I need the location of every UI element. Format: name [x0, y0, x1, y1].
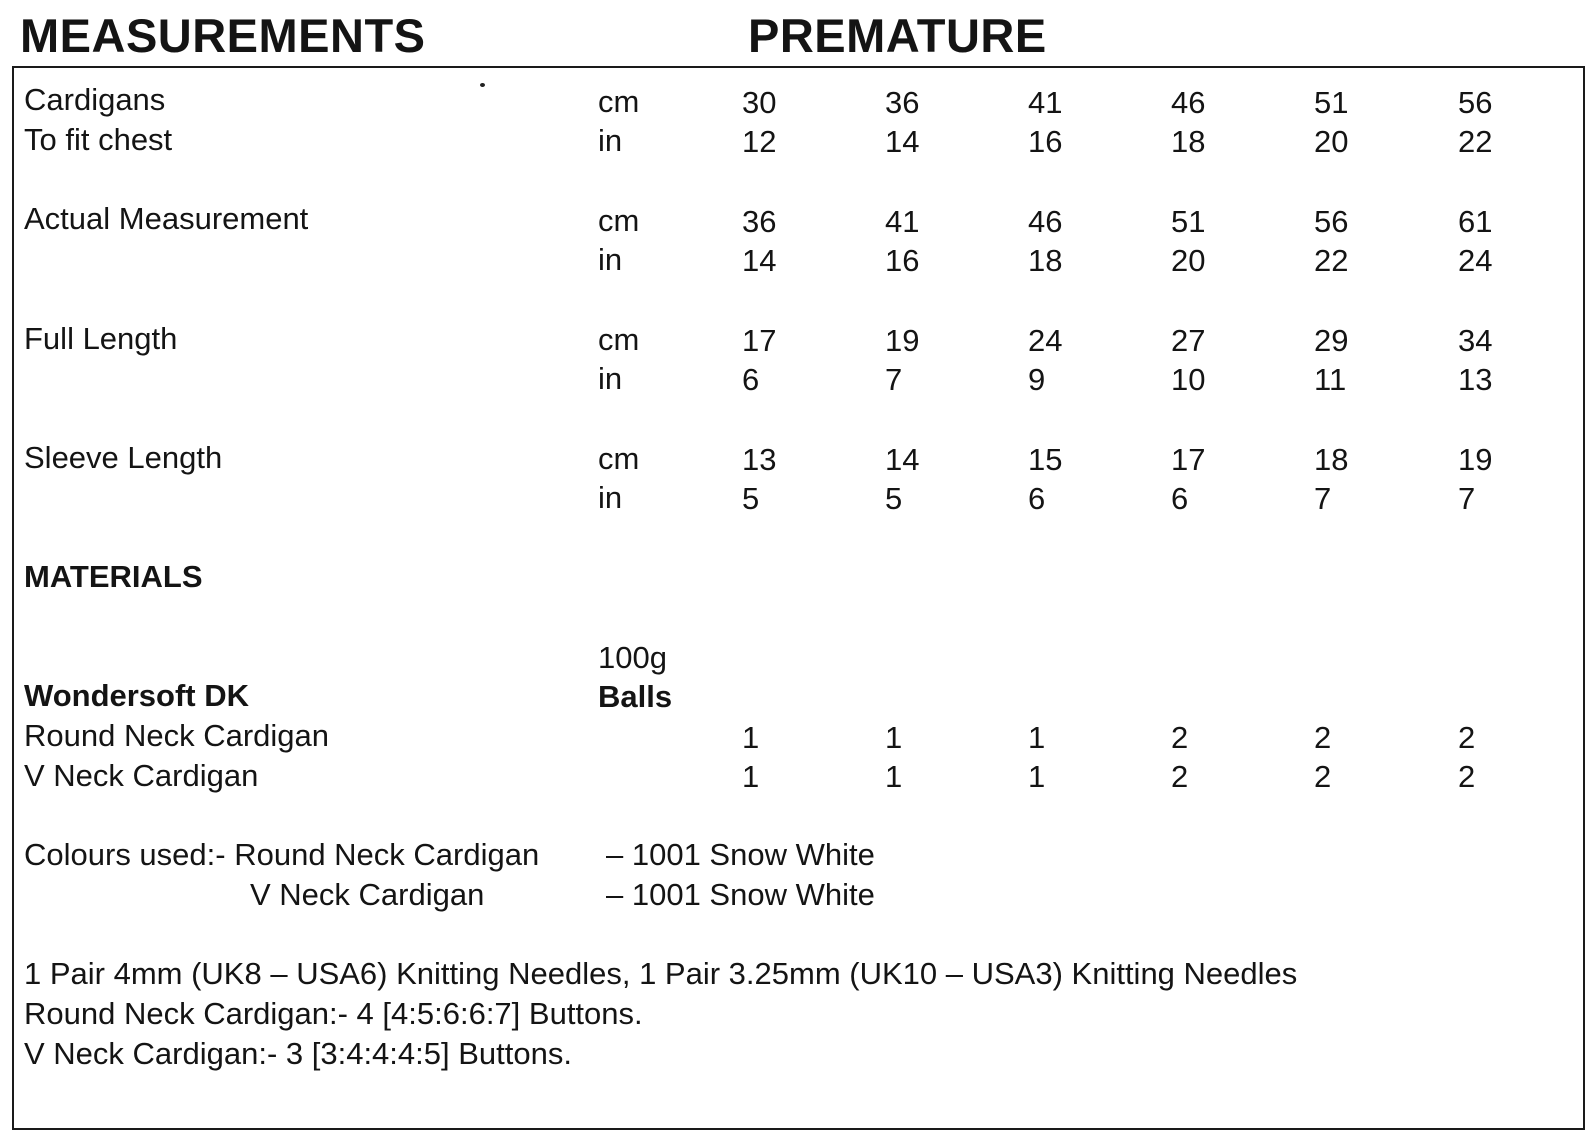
ball-count: 2	[1458, 720, 1476, 755]
size-value: 36	[742, 204, 777, 239]
size-value: 56	[1314, 204, 1349, 239]
size-value: 46	[1171, 85, 1206, 120]
size-value: 27	[1171, 323, 1206, 358]
size-value: 24	[1458, 243, 1493, 278]
size-value: 19	[885, 323, 920, 358]
size-value: 5	[742, 481, 760, 516]
size-value: 41	[1028, 85, 1063, 120]
unit-label: cm	[598, 441, 640, 476]
size-value: 17	[742, 323, 777, 358]
unit-label: cm	[598, 84, 640, 119]
ball-count: 1	[742, 759, 760, 794]
size-range-title: PREMATURE	[748, 9, 1047, 62]
row-label-cardigans: Cardigans	[24, 82, 166, 117]
needles-note: 1 Pair 4mm (UK8 – USA6) Knitting Needles, 1 Pair 3.25mm (UK10 – USA3) Knitting Needles	[24, 956, 1298, 991]
row-label-to-fit-chest: To fit chest	[24, 122, 173, 157]
ball-count: 2	[1314, 720, 1332, 755]
size-value: 51	[1171, 204, 1206, 239]
ball-count: 1	[742, 720, 760, 755]
size-value: 18	[1171, 124, 1206, 159]
size-value: 34	[1458, 323, 1493, 358]
colours-line-1-prefix: Colours used:- Round Neck Cardigan	[24, 837, 540, 872]
size-value: 20	[1314, 124, 1349, 159]
size-value: 22	[1314, 243, 1349, 278]
size-value: 61	[1458, 204, 1493, 239]
size-value: 56	[1458, 85, 1493, 120]
ball-unit-label: Balls	[598, 679, 673, 714]
ball-count: 1	[885, 720, 903, 755]
ball-count: 1	[885, 759, 903, 794]
size-value: 14	[885, 442, 920, 477]
colours-line-1-value: – 1001 Snow White	[606, 837, 875, 872]
size-value: 15	[1028, 442, 1063, 477]
ball-weight-label: 100g	[598, 640, 667, 675]
size-value: 19	[1458, 442, 1493, 477]
size-value: 30	[742, 85, 777, 120]
size-value: 9	[1028, 362, 1046, 397]
yarn-name: Wondersoft DK	[24, 678, 250, 713]
size-value: 29	[1314, 323, 1349, 358]
ball-count: 2	[1458, 759, 1476, 794]
page-title: MEASUREMENTS	[20, 9, 426, 62]
size-value: 41	[885, 204, 920, 239]
size-value: 36	[885, 85, 920, 120]
size-value: 6	[1171, 481, 1189, 516]
ball-count: 1	[1028, 759, 1046, 794]
material-row-label: Round Neck Cardigan	[24, 718, 330, 753]
size-value: 14	[742, 243, 777, 278]
size-value: 24	[1028, 323, 1063, 358]
row-label-sleeve-length: Sleeve Length	[24, 440, 223, 475]
size-value: 18	[1314, 442, 1349, 477]
ball-count: 2	[1314, 759, 1332, 794]
unit-label: in	[598, 242, 623, 277]
row-label-full-length: Full Length	[24, 321, 178, 356]
unit-label: in	[598, 361, 623, 396]
size-value: 6	[1028, 481, 1046, 516]
size-value: 51	[1314, 85, 1349, 120]
size-value: 10	[1171, 362, 1206, 397]
size-value: 6	[742, 362, 760, 397]
size-value: 11	[1314, 362, 1347, 397]
size-value: 22	[1458, 124, 1493, 159]
size-value: 7	[885, 362, 903, 397]
ball-count: 1	[1028, 720, 1046, 755]
size-value: 13	[742, 442, 777, 477]
size-value: 14	[885, 124, 920, 159]
size-value: 18	[1028, 243, 1063, 278]
scan-speck	[480, 83, 485, 87]
unit-label: in	[598, 480, 623, 515]
size-value: 46	[1028, 204, 1063, 239]
ball-count: 2	[1171, 759, 1189, 794]
size-value: 16	[885, 243, 920, 278]
size-value: 13	[1458, 362, 1493, 397]
materials-heading: MATERIALS	[24, 559, 203, 594]
size-value: 16	[1028, 124, 1063, 159]
ball-count: 2	[1171, 720, 1189, 755]
unit-label: cm	[598, 322, 640, 357]
unit-label: in	[598, 123, 623, 158]
size-value: 12	[742, 124, 777, 159]
size-value: 7	[1314, 481, 1332, 516]
round-neck-buttons-note: Round Neck Cardigan:- 4 [4:5:6:6:7] Buttons.	[24, 996, 643, 1031]
colours-line-2-prefix: V Neck Cardigan	[250, 877, 485, 912]
material-row-label: V Neck Cardigan	[24, 758, 259, 793]
colours-line-2-value: – 1001 Snow White	[606, 877, 875, 912]
size-value: 20	[1171, 243, 1206, 278]
unit-label: cm	[598, 203, 640, 238]
v-neck-buttons-note: V Neck Cardigan:- 3 [3:4:4:4:5] Buttons.	[24, 1036, 572, 1071]
size-value: 17	[1171, 442, 1206, 477]
row-label-actual-measurement: Actual Measurement	[24, 201, 309, 236]
size-value: 7	[1458, 481, 1476, 516]
size-value: 5	[885, 481, 903, 516]
